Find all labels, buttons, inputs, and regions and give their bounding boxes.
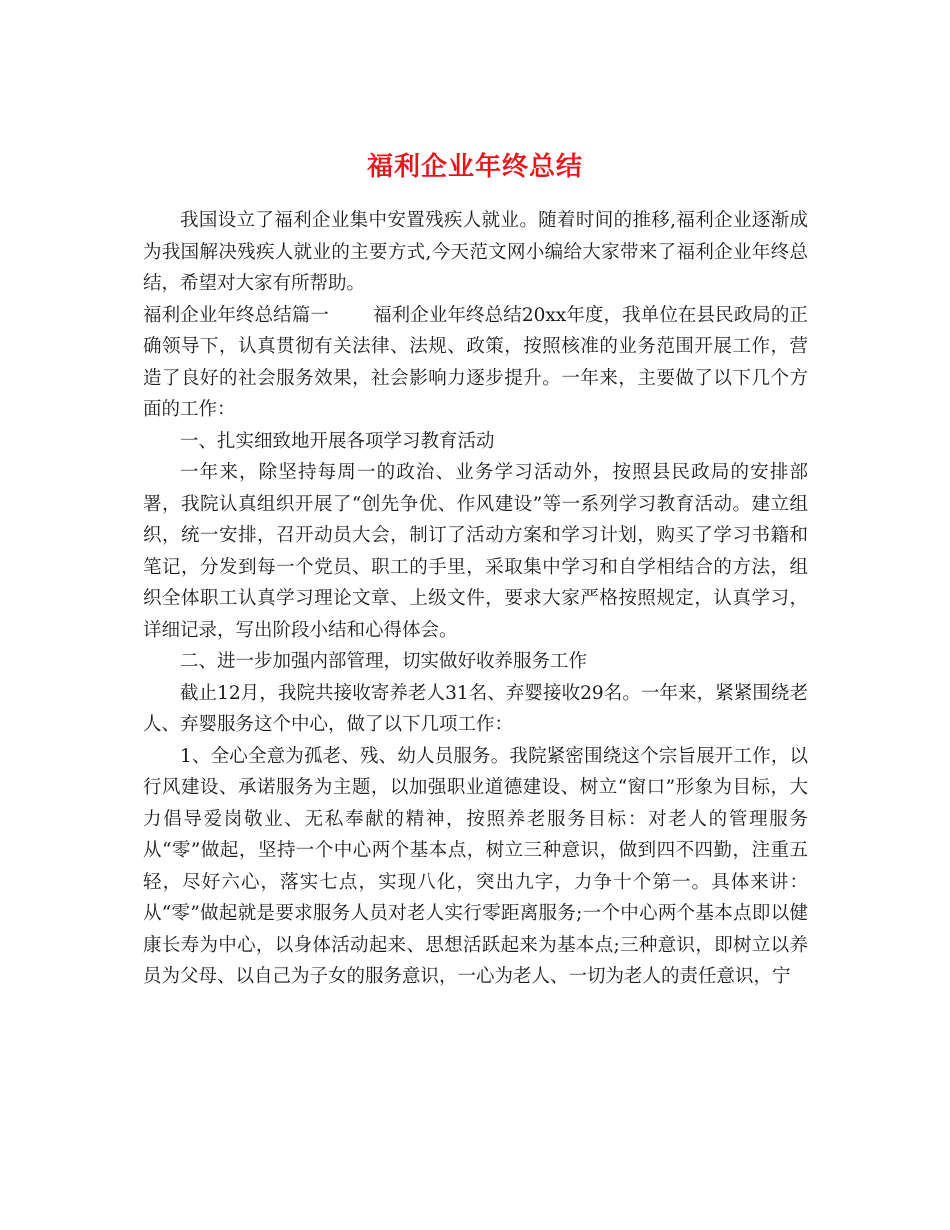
paragraph-intake: 截止12月，我院共接收寄养老人31名、弃婴接收29名。一年来，紧紧围绕老人、弃婴服务这个中心，做了以下几项工作：	[143, 682, 808, 735]
heading-2: 二、进一步加强内部管理，切实做好收养服务工作	[180, 651, 588, 672]
section-intro-text: 福利企业年终总结20xx年度，我单位在县民政局的正确领导下，认真贯彻有关法律、法规、政策，按照核准的业务范围开展工作，营造了良好的社会服务效果，社会影响力逐步提升。一年来，主要做了以下几个方面的工作：	[143, 304, 808, 420]
section-paragraph	[143, 300, 808, 426]
document-body	[143, 205, 808, 993]
paragraph-study: 一年来，除坚持每周一的政治、业务学习活动外，按照县民政局的安排部署，我院认真组织开展了“创先争优、作风建设”等一系列学习教育活动。建立组织，统一安排，召开动员大会，制订了活动方案和学习计划，购买了学习书籍和笔记，分发到每一个党员、职工的手里，采取集中学习和自学相结合的方法，组织全体职工认真学习理论文章、上级文件，要求大家严格按照规定，认真学习，详细记录，写出阶段小结和心得体会。	[143, 462, 808, 641]
intro-paragraph: 我国设立了福利企业集中安置残疾人就业。随着时间的推移,福利企业逐渐成为我国解决残疾人就业的主要方式,今天范文网小编给大家带来了福利企业年终总结，希望对大家有所帮助。	[143, 210, 808, 294]
section-label: 福利企业年终总结篇一	[143, 304, 329, 326]
heading-1: 一、扎实细致地开展各项学习教育活动	[180, 430, 495, 452]
document-title: 福利企业年终总结	[366, 152, 583, 183]
paragraph-service: 1、全心全意为孤老、残、幼人员服务。我院紧密围绕这个宗旨展开工作，以行风建设、承诺服务为主题，以加强职业道德建设、树立“窗口”形象为目标，大力倡导爱岗敬业、无私奉献的精神，按照养老服务目标：对老人的管理服务从“零”做起，坚持一个中心两个基本点，树立三种意识，做到四不四勤，注重五轻，尽好六心，落实七点，实现八化，突出九字，力争十个第一。具体来讲：从“零”做起就是要求服务人员对老人实行零距离服务;一个中心两个基本点即以健康长寿为中心，以身体活动起来、思想活跃起来为基本点;三种意识，即树立以养员为父母、以自己为子女的服务意识，一心为老人、一切为老人的责任意识，宁	[143, 745, 808, 987]
